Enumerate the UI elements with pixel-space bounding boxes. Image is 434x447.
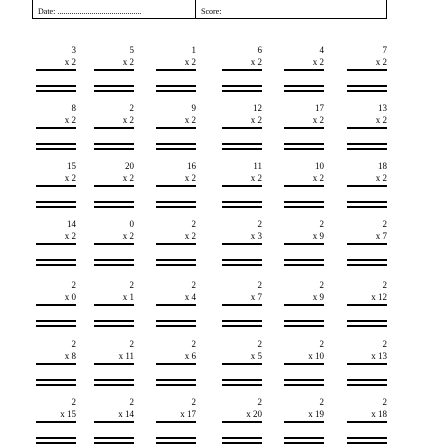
answer-line	[284, 201, 324, 203]
answer-line	[347, 379, 387, 381]
problem-6-2	[94, 339, 134, 389]
problem-top-number: 2	[191, 280, 196, 290]
answer-line	[156, 259, 196, 261]
answer-line	[94, 304, 134, 306]
problem-3-5	[284, 161, 324, 211]
problem-multiplier: x 2	[122, 231, 134, 241]
problem-top-number: 2	[129, 280, 134, 290]
answer-line	[94, 379, 134, 381]
problem-top-number: 2	[319, 219, 324, 229]
problem-2-6	[347, 103, 387, 153]
problem-2-2	[94, 103, 134, 153]
problem-7-6	[347, 397, 387, 447]
problem-5-5	[284, 280, 324, 330]
problem-multiplier: x 2	[312, 115, 324, 125]
answer-line	[347, 206, 387, 208]
problem-multiplier: x 2	[375, 173, 387, 183]
problem-multiplier: x 3	[250, 231, 262, 241]
answer-line	[222, 363, 262, 365]
problem-top-number: 2	[129, 339, 134, 349]
problem-3-1	[36, 161, 76, 211]
problem-4-5	[284, 219, 324, 269]
problem-multiplier: x 19	[308, 409, 324, 419]
problem-multiplier: x 5	[250, 351, 262, 361]
answer-line	[284, 143, 324, 145]
problem-multiplier: x 10	[308, 351, 324, 361]
problem-multiplier: x 7	[250, 292, 262, 302]
problem-4-2	[94, 219, 134, 269]
problem-top-number: 6	[257, 45, 262, 55]
answer-line	[156, 384, 196, 386]
problem-1-4	[222, 45, 262, 95]
answer-line	[94, 325, 134, 327]
problem-2-4	[222, 103, 262, 153]
answer-line	[284, 148, 324, 150]
problem-1-3	[156, 45, 196, 95]
problem-multiplier: x 2	[122, 57, 134, 67]
header-divider	[195, 0, 196, 18]
problem-multiplier: x 8	[64, 351, 76, 361]
problem-top-number: 5	[129, 45, 134, 55]
answer-line	[36, 442, 76, 444]
problem-top-number: 9	[191, 103, 196, 113]
answer-line	[222, 304, 262, 306]
answer-line	[347, 264, 387, 266]
answer-line	[347, 243, 387, 245]
answer-line	[347, 201, 387, 203]
problem-multiplier: x 2	[64, 115, 76, 125]
problem-multiplier: x 2	[122, 115, 134, 125]
answer-line	[222, 384, 262, 386]
answer-line	[156, 127, 196, 129]
answer-line	[36, 143, 76, 145]
answer-line	[36, 90, 76, 92]
answer-line	[156, 243, 196, 245]
problem-top-number: 11	[253, 161, 262, 171]
answer-line	[222, 148, 262, 150]
answer-line	[94, 206, 134, 208]
problem-2-5	[284, 103, 324, 153]
problem-4-1	[36, 219, 76, 269]
answer-line	[36, 421, 76, 423]
problem-top-number: 4	[319, 45, 324, 55]
problem-multiplier: x 14	[118, 409, 134, 419]
answer-line	[284, 384, 324, 386]
answer-line	[36, 148, 76, 150]
answer-line	[284, 304, 324, 306]
answer-line	[222, 69, 262, 71]
answer-line	[222, 421, 262, 423]
score-label: Score:	[201, 7, 222, 16]
answer-line	[222, 85, 262, 87]
answer-line	[347, 325, 387, 327]
answer-line	[222, 127, 262, 129]
answer-line	[156, 69, 196, 71]
answer-line	[347, 127, 387, 129]
answer-line	[36, 320, 76, 322]
answer-line	[94, 363, 134, 365]
problem-multiplier: x 9	[312, 231, 324, 241]
answer-line	[284, 325, 324, 327]
answer-line	[36, 304, 76, 306]
answer-line	[222, 90, 262, 92]
answer-line	[284, 264, 324, 266]
answer-line	[94, 320, 134, 322]
answer-line	[222, 143, 262, 145]
problem-4-3	[156, 219, 196, 269]
problem-top-number: 2	[257, 339, 262, 349]
answer-line	[156, 442, 196, 444]
problem-multiplier: x 2	[64, 173, 76, 183]
answer-line	[284, 127, 324, 129]
answer-line	[36, 243, 76, 245]
problem-top-number: 3	[71, 45, 76, 55]
answer-line	[347, 320, 387, 322]
answer-line	[156, 90, 196, 92]
answer-line	[36, 384, 76, 386]
problem-7-1	[36, 397, 76, 447]
answer-line	[36, 437, 76, 439]
answer-line	[36, 264, 76, 266]
answer-line	[94, 201, 134, 203]
answer-line	[94, 437, 134, 439]
problem-top-number: 15	[67, 161, 76, 171]
problem-top-number: 18	[378, 161, 387, 171]
problem-multiplier: x 20	[246, 409, 262, 419]
problem-1-5	[284, 45, 324, 95]
problem-top-number: 2	[71, 339, 76, 349]
problem-multiplier: x 2	[64, 57, 76, 67]
problem-6-4	[222, 339, 262, 389]
problem-top-number: 14	[67, 219, 76, 229]
problem-multiplier: x 12	[371, 292, 387, 302]
answer-line	[347, 437, 387, 439]
problem-5-3	[156, 280, 196, 330]
answer-line	[347, 143, 387, 145]
answer-line	[94, 264, 134, 266]
answer-line	[347, 421, 387, 423]
problem-top-number: 10	[315, 161, 324, 171]
problem-1-6	[347, 45, 387, 95]
answer-line	[94, 148, 134, 150]
date-label: Date: ..........................................	[38, 7, 142, 16]
answer-line	[94, 243, 134, 245]
problem-top-number: 2	[319, 280, 324, 290]
answer-line	[36, 69, 76, 71]
answer-line	[156, 148, 196, 150]
problem-multiplier: x 2	[375, 57, 387, 67]
answer-line	[222, 206, 262, 208]
answer-line	[94, 85, 134, 87]
answer-line	[284, 320, 324, 322]
answer-line	[156, 185, 196, 187]
answer-line	[94, 90, 134, 92]
answer-line	[156, 304, 196, 306]
answer-line	[347, 85, 387, 87]
answer-line	[284, 437, 324, 439]
answer-line	[94, 384, 134, 386]
problem-top-number: 2	[191, 219, 196, 229]
problem-top-number: 0	[129, 219, 134, 229]
problem-3-2	[94, 161, 134, 211]
problem-3-6	[347, 161, 387, 211]
problem-top-number: 2	[382, 219, 387, 229]
problem-top-number: 2	[257, 397, 262, 407]
problem-multiplier: x 2	[312, 173, 324, 183]
problem-multiplier: x 11	[118, 351, 134, 361]
problem-multiplier: x 15	[60, 409, 76, 419]
answer-line	[156, 206, 196, 208]
problem-7-3	[156, 397, 196, 447]
problem-top-number: 2	[71, 397, 76, 407]
problem-top-number: 2	[382, 397, 387, 407]
answer-line	[222, 201, 262, 203]
answer-line	[347, 363, 387, 365]
answer-line	[94, 69, 134, 71]
problem-6-6	[347, 339, 387, 389]
problem-top-number: 12	[253, 103, 262, 113]
answer-line	[284, 442, 324, 444]
problem-2-1	[36, 103, 76, 153]
answer-line	[347, 442, 387, 444]
answer-line	[36, 201, 76, 203]
problem-top-number: 2	[129, 397, 134, 407]
answer-line	[94, 127, 134, 129]
problem-6-3	[156, 339, 196, 389]
answer-line	[284, 259, 324, 261]
answer-line	[222, 379, 262, 381]
answer-line	[284, 421, 324, 423]
problem-top-number: 1	[191, 45, 196, 55]
problem-5-4	[222, 280, 262, 330]
answer-line	[94, 442, 134, 444]
answer-line	[36, 185, 76, 187]
answer-line	[284, 69, 324, 71]
answer-line	[36, 85, 76, 87]
answer-line	[284, 379, 324, 381]
answer-line	[36, 379, 76, 381]
answer-line	[94, 421, 134, 423]
problem-5-2	[94, 280, 134, 330]
problem-top-number: 2	[257, 280, 262, 290]
problem-multiplier: x 2	[64, 231, 76, 241]
problem-multiplier: x 2	[312, 57, 324, 67]
problem-top-number: 2	[191, 339, 196, 349]
answer-line	[284, 185, 324, 187]
answer-line	[284, 206, 324, 208]
problem-top-number: 13	[378, 103, 387, 113]
answer-line	[94, 143, 134, 145]
problem-top-number: 2	[382, 280, 387, 290]
problem-6-1	[36, 339, 76, 389]
problem-top-number: 17	[315, 103, 324, 113]
answer-line	[222, 320, 262, 322]
problem-multiplier: x 2	[122, 173, 134, 183]
answer-line	[347, 148, 387, 150]
problem-multiplier: x 18	[371, 409, 387, 419]
answer-line	[222, 185, 262, 187]
problem-multiplier: x 9	[312, 292, 324, 302]
answer-line	[156, 320, 196, 322]
answer-line	[284, 90, 324, 92]
answer-line	[222, 437, 262, 439]
problem-multiplier: x 2	[250, 57, 262, 67]
answer-line	[156, 325, 196, 327]
problem-multiplier: x 17	[180, 409, 196, 419]
problem-multiplier: x 1	[122, 292, 134, 302]
answer-line	[36, 127, 76, 129]
problem-top-number: 2	[191, 397, 196, 407]
problem-multiplier: x 7	[375, 231, 387, 241]
problem-4-6	[347, 219, 387, 269]
problem-multiplier: x 6	[184, 351, 196, 361]
problem-top-number: 2	[382, 339, 387, 349]
answer-line	[284, 243, 324, 245]
answer-line	[222, 259, 262, 261]
answer-line	[156, 437, 196, 439]
problem-4-4	[222, 219, 262, 269]
problem-top-number: 8	[71, 103, 76, 113]
problem-top-number: 2	[257, 219, 262, 229]
answer-line	[156, 143, 196, 145]
problem-multiplier: x 2	[184, 231, 196, 241]
problem-top-number: 2	[71, 280, 76, 290]
problem-1-1	[36, 45, 76, 95]
problem-multiplier: x 2	[250, 115, 262, 125]
answer-line	[222, 325, 262, 327]
problem-7-2	[94, 397, 134, 447]
answer-line	[347, 384, 387, 386]
answer-line	[156, 379, 196, 381]
problem-6-5	[284, 339, 324, 389]
problem-2-3	[156, 103, 196, 153]
answer-line	[284, 85, 324, 87]
answer-line	[347, 259, 387, 261]
problem-multiplier: x 2	[375, 115, 387, 125]
problem-top-number: 2	[129, 103, 134, 113]
answer-line	[36, 325, 76, 327]
problem-multiplier: x 2	[184, 173, 196, 183]
problem-top-number: 2	[319, 397, 324, 407]
answer-line	[94, 185, 134, 187]
answer-line	[156, 201, 196, 203]
problem-multiplier: x 0	[64, 292, 76, 302]
problem-3-3	[156, 161, 196, 211]
answer-line	[222, 243, 262, 245]
problem-multiplier: x 4	[184, 292, 196, 302]
answer-line	[347, 69, 387, 71]
answer-line	[36, 206, 76, 208]
answer-line	[156, 363, 196, 365]
answer-line	[347, 90, 387, 92]
problem-1-2	[94, 45, 134, 95]
answer-line	[36, 259, 76, 261]
answer-line	[156, 85, 196, 87]
header-box	[32, 0, 387, 19]
problem-multiplier: x 2	[184, 57, 196, 67]
answer-line	[284, 363, 324, 365]
problem-multiplier: x 2	[250, 173, 262, 183]
answer-line	[156, 421, 196, 423]
problem-5-6	[347, 280, 387, 330]
answer-line	[94, 259, 134, 261]
problem-top-number: 2	[319, 339, 324, 349]
answer-line	[222, 264, 262, 266]
answer-line	[222, 442, 262, 444]
problem-multiplier: x 2	[184, 115, 196, 125]
problem-top-number: 7	[382, 45, 387, 55]
problem-7-4	[222, 397, 262, 447]
problem-multiplier: x 13	[371, 351, 387, 361]
answer-line	[156, 264, 196, 266]
problem-5-1	[36, 280, 76, 330]
problem-top-number: 20	[125, 161, 134, 171]
answer-line	[347, 185, 387, 187]
problem-3-4	[222, 161, 262, 211]
answer-line	[347, 304, 387, 306]
answer-line	[36, 363, 76, 365]
problem-7-5	[284, 397, 324, 447]
problem-top-number: 16	[187, 161, 196, 171]
